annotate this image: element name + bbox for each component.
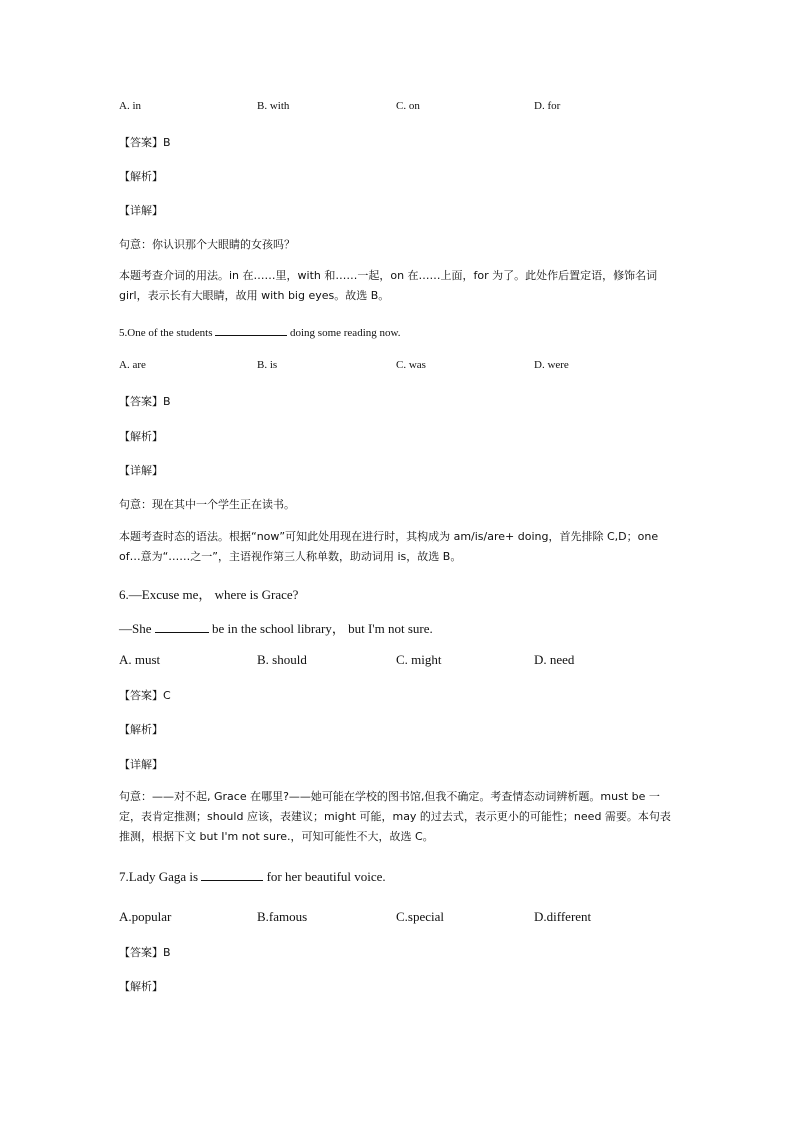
q7-option-a: A.popular xyxy=(119,909,172,924)
q4-option-d: D. for xyxy=(534,100,561,112)
q7-option-d: D.different xyxy=(534,909,592,924)
q5-option-c: C. was xyxy=(396,359,426,371)
q5-explanation: 本题考查时态的语法。根据“now”可知此处用现在进行时，其构成为 am/is/are+ doing，首先排除 C,D；one of…意为“……之一”，主语视作第三人称单数，助动词用 is，故选 B。 xyxy=(119,530,659,563)
q7-option-b: B.famous xyxy=(257,909,308,924)
q5-stem-before: 5.One of the students xyxy=(119,327,213,339)
q6-explanation: 句意：——对不起, Grace 在哪里?——她可能在学校的图书馆,但我不确定。考查情态动词辨析题。must be 一定，表肯定推测；should 应该，表建议；might 可能，may 的过去式，表示更小的可能性；need 需要。本句表推测，根据下文 but I'm not sure.，可知可能性不大，故选 C。 xyxy=(119,790,671,843)
q4-options xyxy=(119,100,719,116)
q6-option-c: C. might xyxy=(396,652,442,667)
q7-blank xyxy=(201,870,263,881)
q5-blank xyxy=(215,325,287,336)
q7-options xyxy=(119,909,719,925)
q4-analysis-heading: 【解析】 xyxy=(119,170,163,183)
q6-stem-line1: 6.—Excuse me， where is Grace? xyxy=(119,587,299,602)
q7-stem-before: 7.Lady Gaga is xyxy=(119,869,199,884)
q6-stem-before: —She xyxy=(119,621,152,636)
q7-analysis-heading: 【解析】 xyxy=(119,980,163,993)
q7-stem xyxy=(119,869,386,885)
q4-explanation: 本题考查介词的用法。in 在……里，with 和……一起，on 在……上面，for 为了。此处作后置定语，修饰名词 girl，表示长有大眼睛，故用 with big eyes。故选 B。 xyxy=(119,269,658,302)
q5-meaning: 句意：现在其中一个学生正在读书。 xyxy=(119,498,295,511)
q6-blank xyxy=(155,622,209,633)
q5-stem xyxy=(119,325,400,339)
q5-analysis-heading: 【解析】 xyxy=(119,430,163,443)
q6-analysis-heading: 【解析】 xyxy=(119,723,163,736)
q7-stem-after: for her beautiful voice. xyxy=(266,869,386,884)
q5-detail-heading: 【详解】 xyxy=(119,464,163,477)
q6-answer: 【答案】C xyxy=(119,689,171,702)
q7-answer: 【答案】B xyxy=(119,946,171,959)
q6-stem-line2 xyxy=(119,618,433,637)
q5-option-a: A. are xyxy=(119,359,146,371)
q4-option-c: C. on xyxy=(396,100,420,112)
q6-option-d: D. need xyxy=(534,652,575,667)
q5-option-b: B. is xyxy=(257,359,278,371)
q6-option-b: B. should xyxy=(257,652,307,667)
q4-answer: 【答案】B xyxy=(119,136,171,149)
q5-stem-after: doing some reading now. xyxy=(289,327,401,339)
q5-answer: 【答案】B xyxy=(119,395,171,408)
q7-option-c: C.special xyxy=(396,909,445,924)
q4-option-a: A. in xyxy=(119,100,141,112)
q4-meaning: 句意：你认识那个大眼睛的女孩吗？ xyxy=(119,238,295,251)
q6-option-a: A. must xyxy=(119,652,161,667)
q6-options xyxy=(119,652,719,668)
q4-detail-heading: 【详解】 xyxy=(119,204,163,217)
q5-option-d: D. were xyxy=(534,359,569,371)
q4-option-b: B. with xyxy=(257,100,290,112)
q6-detail-heading: 【详解】 xyxy=(119,758,163,771)
q5-options xyxy=(119,359,719,375)
q6-stem-after: be in the school library， but I'm not sure. xyxy=(212,621,433,636)
